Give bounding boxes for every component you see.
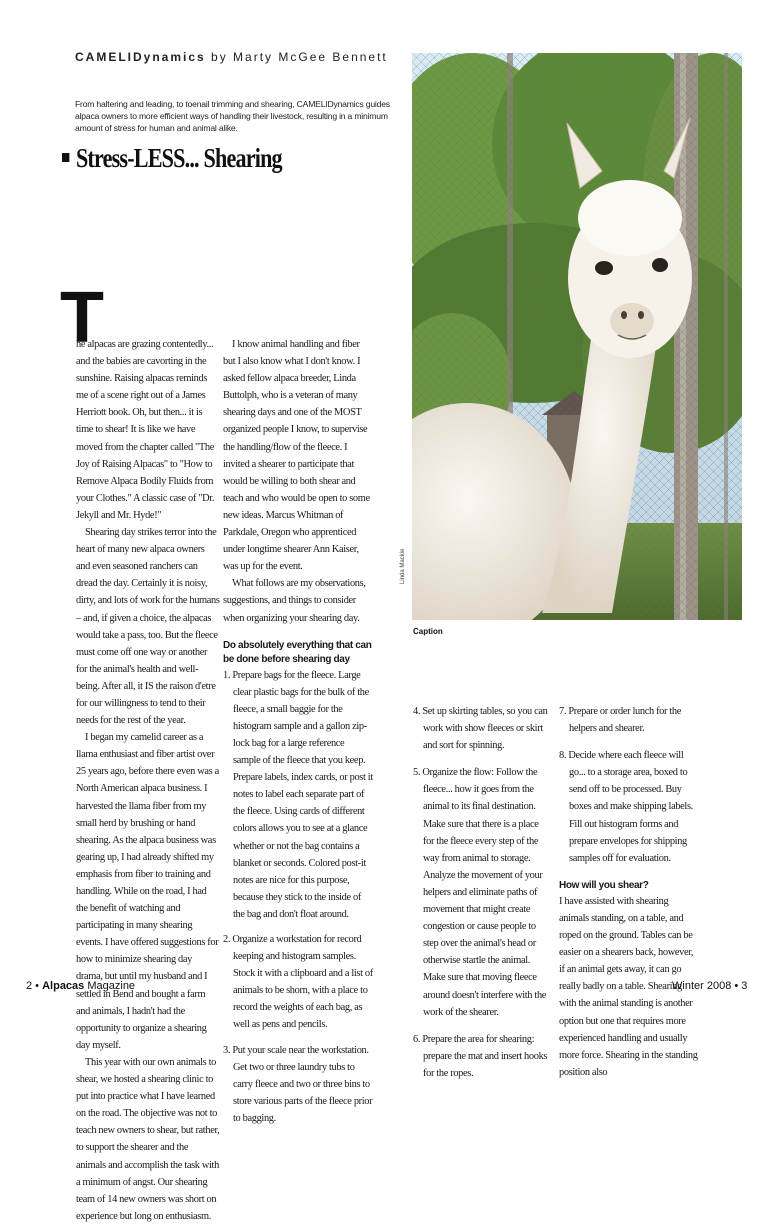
footer-left	[26, 980, 135, 992]
paragraph: This year with our own animals to shear, we hosted a shearing clinic to put into practice what I have learned on the road. The objective was not to teach new owners to shear, but rather, to support the shearer and the animals and accomplish the task with a minimum of angst. Our shearing team of 14 new owners was short on experience but long on enthusiasm.	[76, 1056, 220, 1222]
magazine-name: Magazine	[84, 980, 136, 992]
list-item: 3. Put your scale near the workstation. Get two or three laundry tubs to carry fleece and two or three bins to store various parts of the fleece prior to bagging.	[223, 1044, 373, 1124]
photo-caption: Caption	[413, 627, 443, 636]
brand-name: CAMELIDynamics	[75, 50, 206, 64]
spacer	[559, 867, 699, 879]
issue-name: Winter 2008	[672, 980, 732, 992]
article-column-1	[76, 336, 220, 1225]
spacer	[413, 1021, 551, 1031]
article-column-3	[413, 703, 551, 1082]
alpaca-photo	[412, 53, 742, 620]
paragraph: I have assisted with shearing animals standing, on a table, and roped on the ground. Tables can be easier on a shearers back, however, if an animal gets away, it can go really badly on a table. Shearing with the animal standing is another option but one that requires more experienced handling and usually more force. Shearing in the standing position also	[559, 895, 698, 1078]
spacer	[223, 1034, 373, 1042]
spacer	[223, 923, 373, 931]
list-item: 5. Organize the flow: Follow the fleece... how it goes from the animal to its final destination. Make sure that there is a place for the fleece every step of the way from animal to storage. Analyze the movement of your helpers and eliminate paths of movement that might create congestion or cause people to step over the animal's head or otherwise startle the animal. Make sure that moving fleece around doesn't interfere with the work of the shearer.	[413, 767, 547, 1018]
paragraph: Shearing day strikes terror into the heart of many new alpaca owners and even seasoned ranchers can dread the day. Certainly it is noisy, dirty, and lots of work for the humans – and, if given a choice, the alpacas would take a pass, too. But the fleece must come off one way or another for the animal's health and well-being. After all, it IS the raison d'etre for our willingness to tend to their needs for the rest of the year.	[76, 527, 220, 727]
intro-deck: From haltering and leading, to toenail trimming and shearing, CAMELIDynamics guides alpaca owners to more efficient ways of handling their livestock, resulting in a minimum amount of stress for human and animal alike.	[75, 99, 390, 133]
paragraph: What follows are my observations, suggestions, and things to consider when organizing your shearing day.	[223, 578, 366, 624]
photo-credit: Linda Mackie	[400, 548, 406, 584]
article-headline	[62, 143, 282, 174]
list-item: 8. Decide where each fleece will go... to a storage area, boxed to send off to be processed. Buy boxes and make shipping labels. Fill out histogram forms and prepare envelopes for shipping samples off for evaluation.	[559, 750, 693, 864]
running-header	[75, 50, 388, 64]
paragraph: he alpacas are grazing contentedly... and the babies are cavorting in the sunshine. Raising alpacas reminds me of a scene right out of a James Herriott book. Oh, but then... it is time to shear! It is like we have moved from the chapter called "The Joy of Raising Alpacas" to "How to Remove Alpaca Bodily Fluids from your Clothes." A classic case of "Dr. Jekyll and Mr. Hyde!"	[76, 339, 215, 521]
byline: by Marty McGee Bennett	[205, 50, 388, 64]
magazine-name-bold: Alpacas	[42, 980, 85, 992]
bullet-separator: •	[32, 980, 43, 992]
spacer	[223, 627, 373, 639]
headline-text: Stress-LESS... Shearing	[75, 143, 282, 173]
bullet-separator: •	[731, 980, 742, 992]
paragraph: I know animal handling and fiber but I also know what I don't know. I asked fellow alpaca breeder, Linda Buttolph, who is a veteran of many shearing days and one of the MOST organized people I know, to supervise the handling/flow of the fleece. I invited a shearer to participate that would be willing to both shear and teach and who would be open to some new ideas. Marcus Whitman of Parkdale, Oregon who apprenticed under longtime shearer Ann Kaiser, was up for the event.	[223, 339, 370, 573]
spacer	[559, 737, 699, 747]
article-column-2	[223, 336, 373, 1127]
section-subhead: How will you shear?	[559, 879, 649, 891]
paragraph: I began my camelid career as a llama enthusiast and fiber artist over 25 years ago, before there even was a North American alpaca business. I harvested the llama fiber from my small herd by brushing or hand shearing. As the alpaca business was gearing up, I had already shifted my emphasis from fiber to training and handling. While on the road, I had the benefit of watching and participating in many shearing events. I have offered suggestions for how to minimize shearing day drama, but until my husband and I settled in Bend and bought a farm and animals, I hadn't had the opportunity to organize a shearing day myself.	[76, 732, 219, 1051]
spacer	[413, 754, 551, 764]
drop-cap: T	[60, 278, 104, 358]
page-number: 3	[741, 980, 748, 992]
list-item: 2. Organize a workstation for record keeping and histogram samples. Stock it with a clipboard and a list of animals to be shorn, with a place to record the weights of each bag, as well as pens and pencils.	[223, 934, 373, 1031]
page-number: 2	[26, 980, 33, 992]
list-item: 7. Prepare or order lunch for the helpers and shearer.	[559, 706, 682, 735]
section-subhead: Do absolutely everything that can be done before shearing day	[223, 639, 372, 665]
article-column-4	[559, 703, 699, 1081]
footer-right	[672, 980, 747, 992]
list-item: 1. Prepare bags for the fleece. Large clear plastic bags for the bulk of the fleece, a small baggie for the histogram sample and a gallon zip-lock bag for a large reference sample of the fleece that you keep. Prepare labels, index cards, or post it notes to label each separate part of the fleece. Using cards of different colors allows you to see at a glance whether or not the bag contains a blanket or seconds. Colored post-it notes are nice for this purpose, because they stick to the inside of the bag and don't float around.	[223, 669, 373, 920]
list-item: 6. Prepare the area for shearing: prepare the mat and insert hooks for the ropes.	[413, 1033, 548, 1079]
list-item: 4. Set up skirting tables, so you can work with show fleeces or skirt and sort for spinning.	[413, 706, 548, 752]
square-bullet-icon	[62, 153, 69, 162]
